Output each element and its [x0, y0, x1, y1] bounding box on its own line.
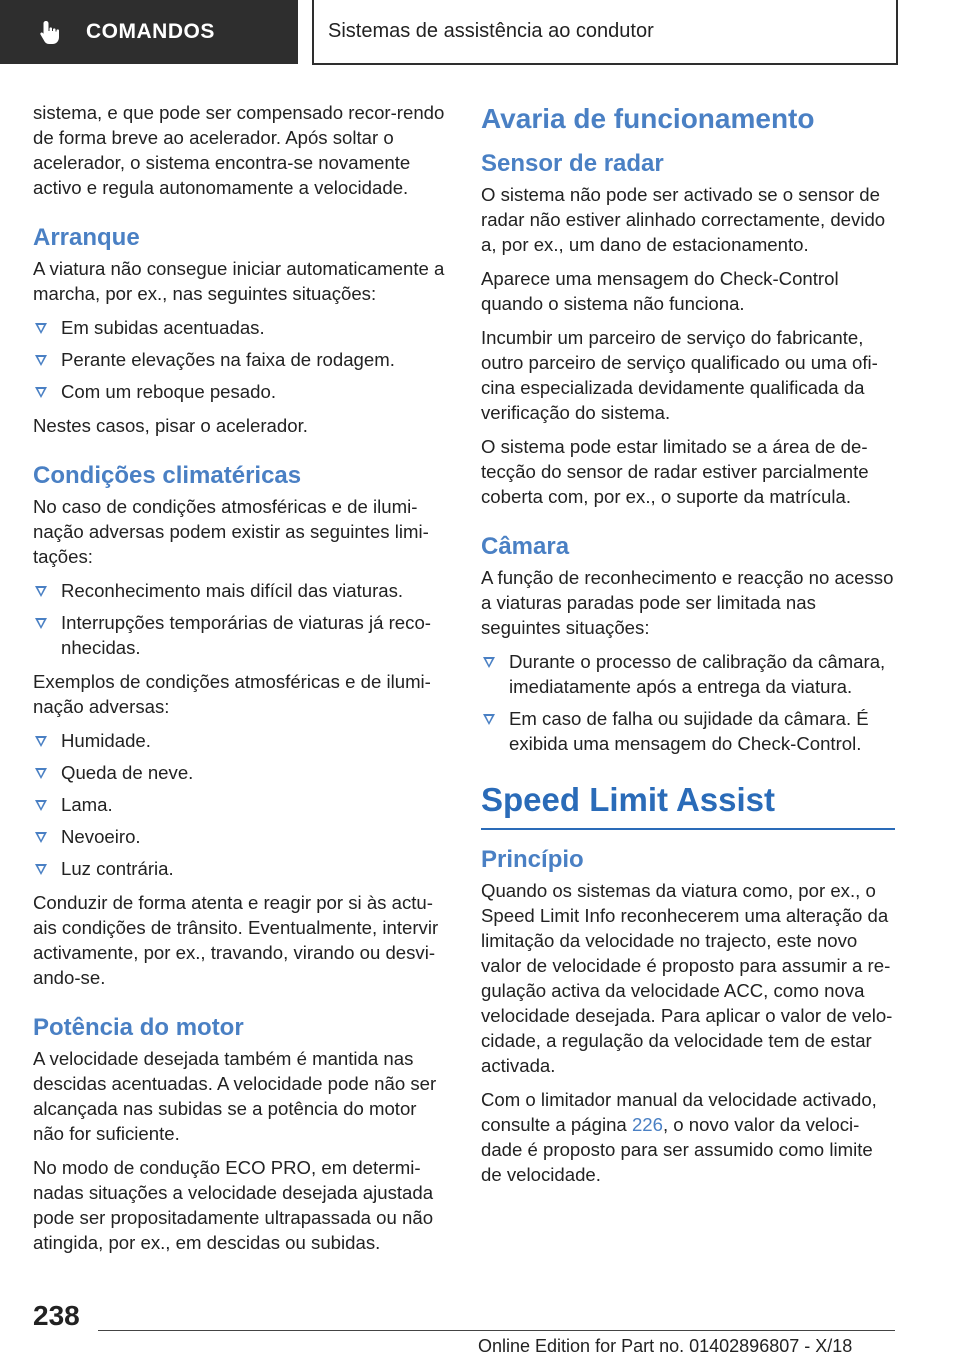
arranque-list: [33, 315, 448, 404]
sensor-paragraph-4: O sistema pode estar limitado se a área de de-tecção do sensor de radar estiver parcialmente coberta com, por ex., o suporte da matrícula.: [481, 436, 869, 507]
bullet-triangle-icon: [35, 768, 47, 779]
list-item: Reconhecimento mais difícil das viaturas.: [33, 578, 448, 603]
principio-paragraph: Quando os sistemas da viatura como, por ex., o Speed Limit Info reconhecerem uma alteração da limitação da velocidade no trajecto, este novo valor de velocidade é proposto para assumir a re-gulação activa da velocidade ACC, como nova velocidade desejada. Para aplicar o valor de velo-cidade, a regulação da velocidade tem de estar activada.: [481, 880, 893, 1076]
list-item: Queda de neve.: [33, 760, 448, 785]
list-item: Humidade.: [33, 728, 448, 753]
hand-touch-icon: [36, 17, 66, 47]
left-column: [33, 100, 448, 1264]
nestes-paragraph: Nestes casos, pisar o acelerador.: [33, 415, 308, 436]
list-item: Em caso de falha ou sujidade da câmara. É exibida uma mensagem do Check-Control.: [481, 706, 895, 756]
bullet-triangle-icon: [35, 323, 47, 334]
list-item: Lama.: [33, 792, 448, 817]
chapter-title: Sistemas de assistência ao condutor: [328, 20, 654, 42]
camara-list: [481, 649, 895, 756]
exemplos-list: [33, 728, 448, 881]
heading-camara: Câmara: [481, 533, 570, 560]
bullet-triangle-icon: [35, 355, 47, 366]
heading-condicoes: Condições climatéricas: [33, 462, 302, 489]
bullet-triangle-icon: [35, 618, 47, 629]
list-item: Nevoeiro.: [33, 824, 448, 849]
right-column: [481, 100, 895, 1196]
arranque-paragraph: A viatura não consegue iniciar automaticamente a marcha, por ex., nas seguintes situações:: [33, 258, 445, 304]
bullet-triangle-icon: [483, 657, 495, 668]
bullet-triangle-icon: [35, 832, 47, 843]
intro-paragraph: sistema, e que pode ser compensado recor-rendo de forma breve ao acelerador. Após soltar o acelerador, o sistema encontra-se novamente activo e regula autonomamente a velocidade.: [33, 102, 445, 198]
page-reference-link[interactable]: 226: [631, 1114, 663, 1135]
condicoes-list: [33, 578, 448, 660]
bullet-triangle-icon: [35, 736, 47, 747]
heading-sensor: Sensor de radar: [481, 150, 664, 177]
list-item: Perante elevações na faixa de rodagem.: [33, 347, 448, 372]
potencia-paragraph-2: No modo de condução ECO PRO, em determi-nadas situações a velocidade desejada ajustada pode ser propositadamente ultrapassada ou não atingida, por ex., em descidas ou subidas.: [33, 1157, 434, 1253]
conduzir-paragraph: Conduzir de forma atenta e reagir por si às actu-ais condições de trânsito. Eventualmente, intervir activamente, por ex., travando, virando ou desvi-ando-se.: [33, 892, 439, 988]
list-item: Durante o processo de calibração da câmara, imediatamente após a entrega da viatura.: [481, 649, 895, 699]
heading-potencia: Potência do motor: [33, 1014, 244, 1041]
heading-speed-limit-assist: Speed Limit Assist: [481, 778, 895, 830]
page-header: [0, 0, 960, 70]
sensor-paragraph-3: Incumbir um parceiro de serviço do fabricante, outro parceiro de serviço qualificado ou uma ofi-cina especializada devidamente qualificada da verificação do sistema.: [481, 327, 878, 423]
bullet-triangle-icon: [35, 800, 47, 811]
footer-edition: Online Edition for Part no. 01402896807 - X/18: [478, 1336, 853, 1356]
potencia-paragraph-1: A velocidade desejada também é mantida nas descidas acentuadas. A velocidade pode não ser alcançada nas subidas se a potência do motor não for suficiente.: [33, 1048, 437, 1144]
section-tab[interactable]: [0, 0, 298, 64]
footer-divider: [98, 1330, 895, 1331]
bullet-triangle-icon: [35, 864, 47, 875]
page-number: 238: [33, 1300, 80, 1331]
section-tab-label: COMANDOS: [86, 20, 215, 43]
sensor-paragraph-1: O sistema não pode ser activado se o sensor de radar não estiver alinhado correctamente, devido a, por ex., um dano de estacionamento.: [481, 184, 886, 255]
exemplos-paragraph: Exemplos de condições atmosféricas e de ilumi-nação adversas:: [33, 671, 431, 717]
camara-paragraph: A função de reconhecimento e reacção no acesso a viaturas paradas pode ser limitada nas seguintes situações:: [481, 567, 894, 638]
limitador-paragraph: Com o limitador manual da velocidade activado, consulte a página 226, o novo valor da veloci-dade é proposto para ser assumido como limite de velocidade.: [481, 1089, 877, 1185]
list-item: Com um reboque pesado.: [33, 379, 448, 404]
heading-principio: Princípio: [481, 846, 584, 873]
chapter-tab[interactable]: [312, 0, 898, 65]
list-item: Em subidas acentuadas.: [33, 315, 448, 340]
heading-arranque: Arranque: [33, 224, 140, 251]
bullet-triangle-icon: [35, 387, 47, 398]
bullet-triangle-icon: [35, 586, 47, 597]
list-item: Luz contrária.: [33, 856, 448, 881]
heading-avaria: Avaria de funcionamento: [481, 103, 815, 134]
sensor-paragraph-2: Aparece uma mensagem do Check-Control quando o sistema não funciona.: [481, 268, 839, 314]
condicoes-paragraph: No caso de condições atmosféricas e de ilumi-nação adversas podem existir as seguintes limi-tações:: [33, 496, 429, 567]
list-item: Interrupções temporárias de viaturas já reco-nhecidas.: [33, 610, 448, 660]
bullet-triangle-icon: [483, 714, 495, 725]
